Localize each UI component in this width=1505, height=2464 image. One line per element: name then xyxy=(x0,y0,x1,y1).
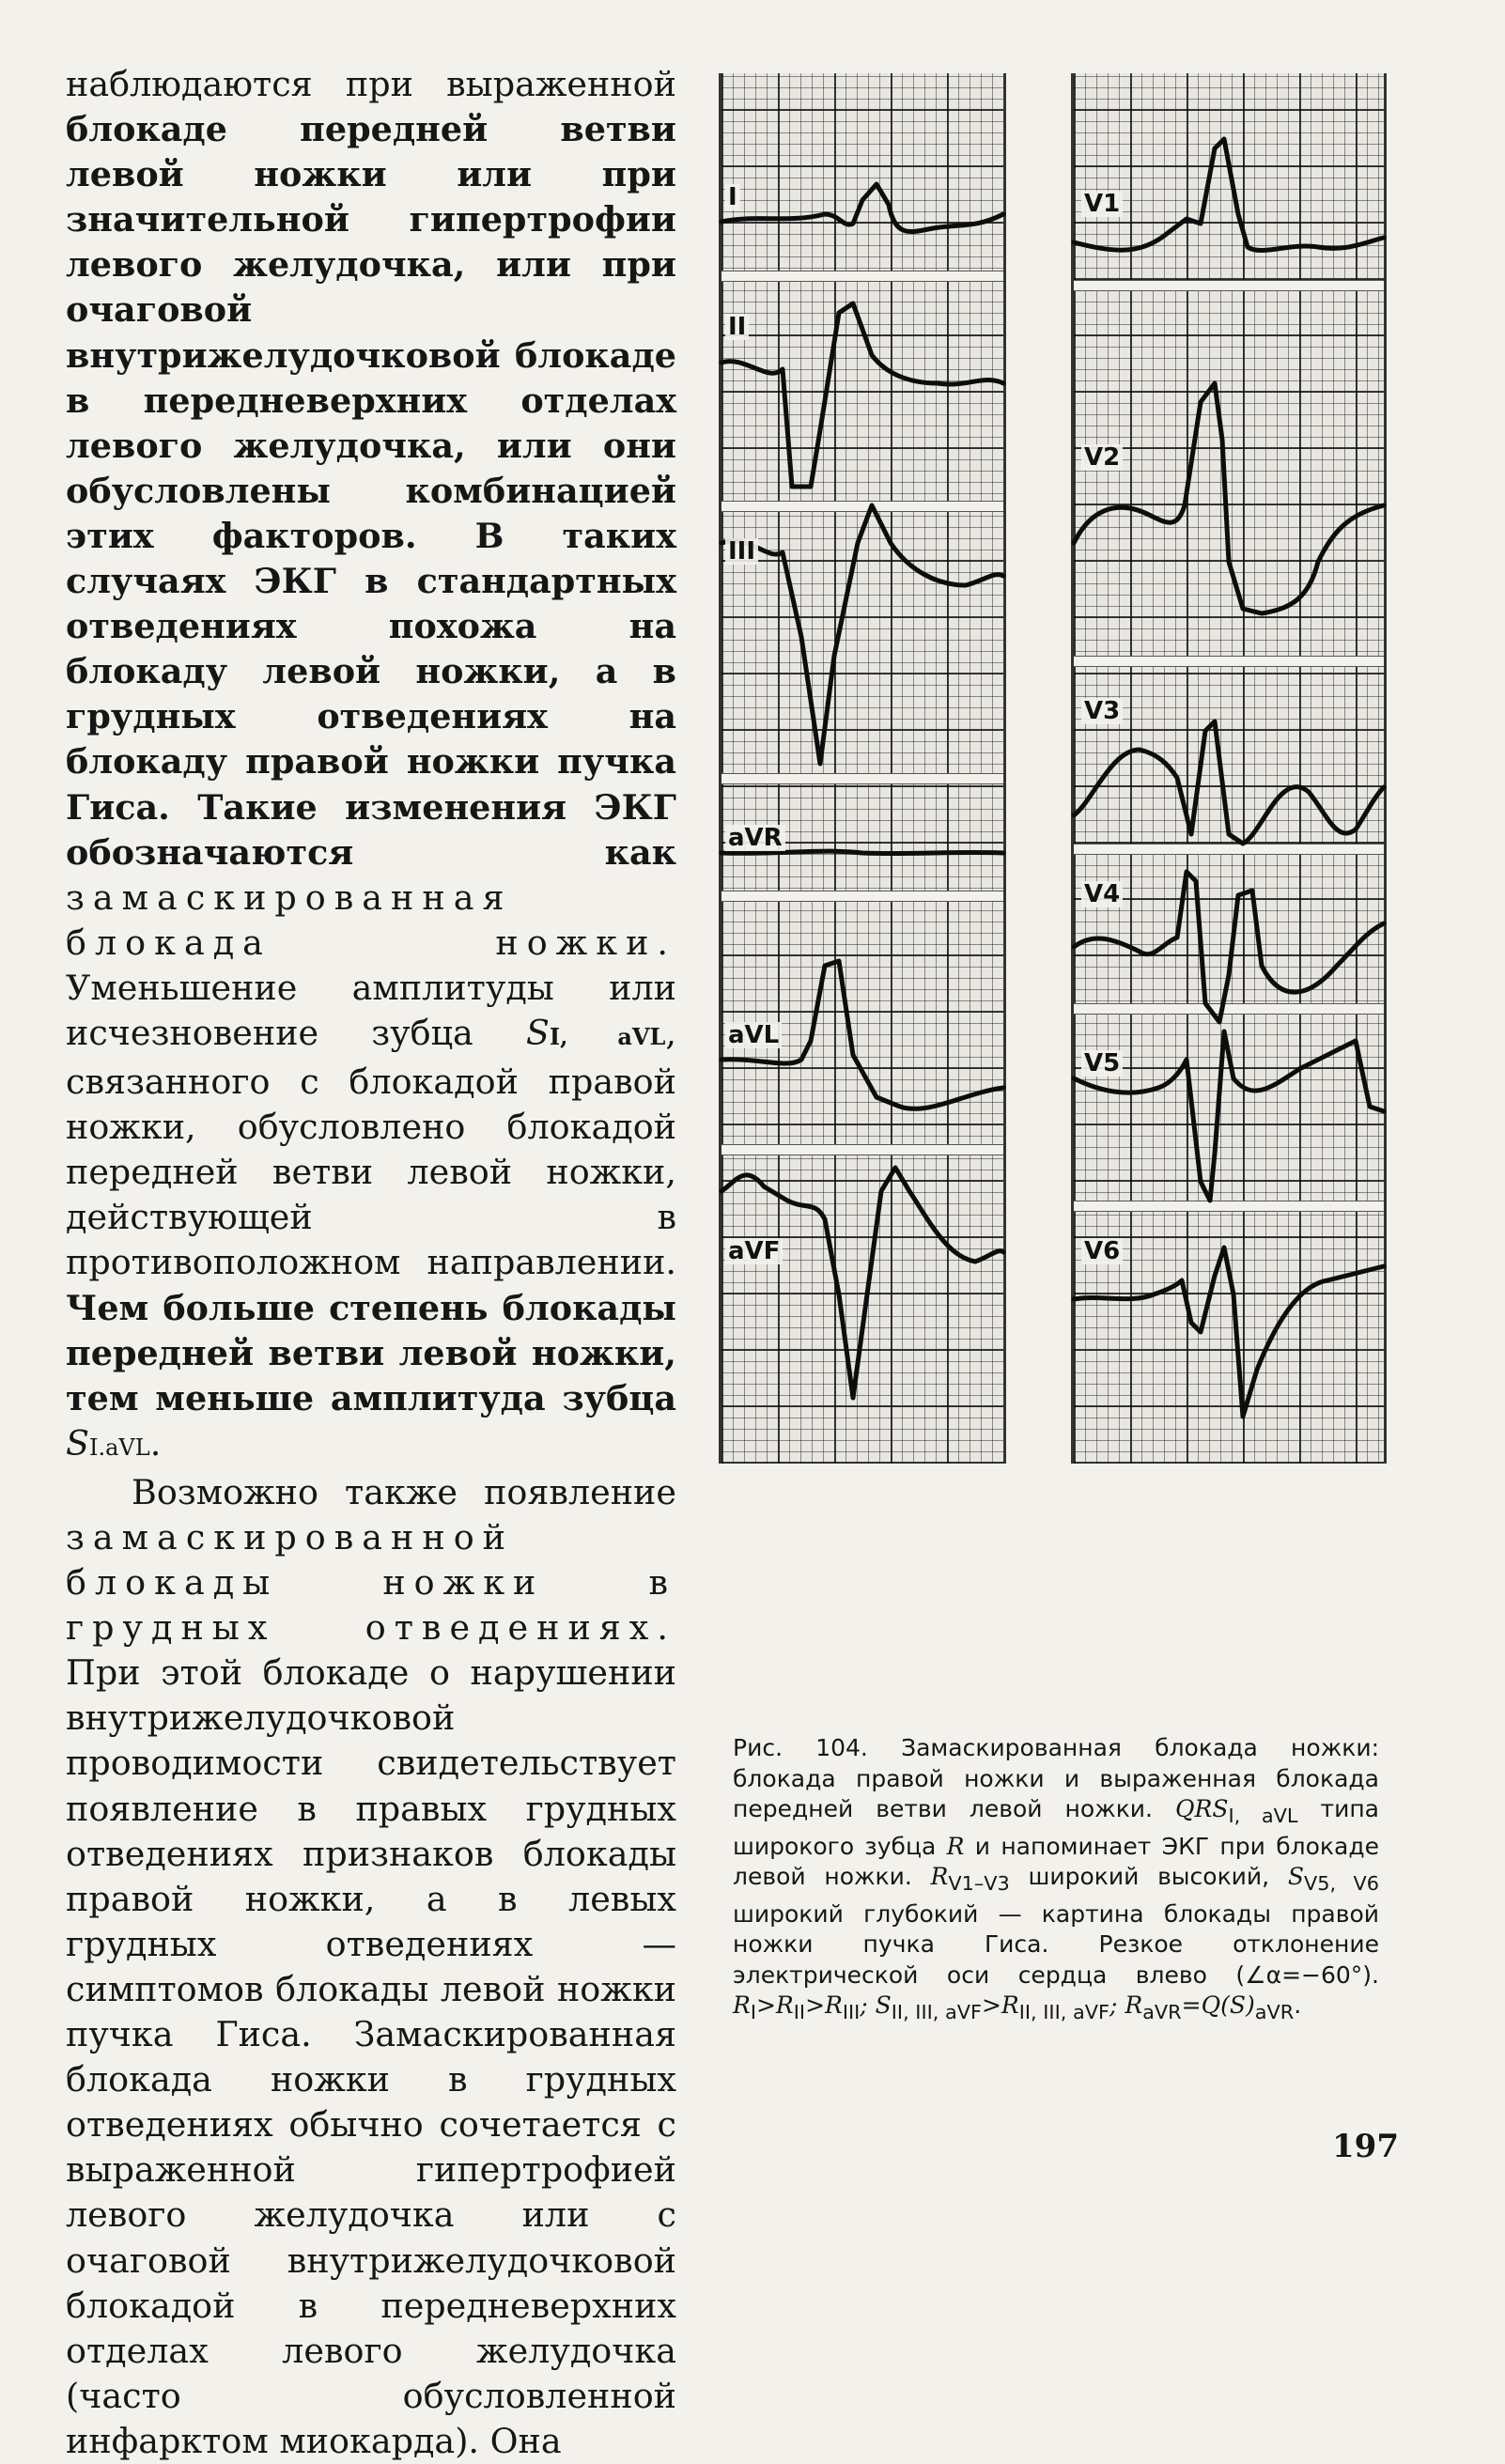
lead-label-V6: V6 xyxy=(1081,1238,1123,1264)
paragraph-2 xyxy=(66,1470,676,2464)
ecg-trace-III xyxy=(721,505,1003,764)
caption-subscript: aVR xyxy=(1142,2001,1182,2023)
caption-subscript: II, III, aVF xyxy=(1018,2001,1109,2023)
text-run: При этой блокаде о нарушении внутрижелудочковой проводимости свидетельствует появление в правых грудных отведениях признаков блокады правой ножки, а в левых грудных отведениях — симптомов блокады левой ножки пучка Гиса. Замаскированная блокада ножки в грудных отведениях обычно сочетается с выраженной гипертрофией левого желудочка или с очаговой внутрижелудочковой блокадой в передневерхних отделах левого желудочка (часто обусловленной инфарктом миокарда). Она xyxy=(66,1652,676,2461)
lead-label-III: III xyxy=(725,538,758,565)
wave-symbol: S xyxy=(66,1422,90,1464)
lead-label-aVF: aVF xyxy=(725,1238,783,1264)
caption-symbol: S xyxy=(1287,1863,1304,1890)
caption-symbol: R xyxy=(930,1863,949,1890)
caption-symbol: QRS xyxy=(1175,1795,1229,1822)
caption-text: типа широкого зубца xyxy=(733,1795,1379,1860)
lead-label-V3: V3 xyxy=(1081,698,1123,724)
text-run: наблюдаются при выраженной xyxy=(66,64,676,104)
caption-text: Рис. 104. Замаскированная блокада ножки: блокада правой ножки и выраженная блокада передней ветви левой ножки. xyxy=(733,1734,1379,1822)
lead-label-aVR: aVR xyxy=(725,825,785,851)
caption-symbol: >R xyxy=(805,1991,843,2019)
text-run: . xyxy=(149,1422,162,1464)
text-run: Уменьшение амплитуды или исчезновение зубца xyxy=(66,967,676,1053)
lead-label-aVL: aVL xyxy=(725,1022,782,1048)
lead-label-V5: V5 xyxy=(1081,1050,1123,1077)
lead-label-V1: V1 xyxy=(1081,191,1123,217)
caption-symbol: >R xyxy=(981,1991,1019,2019)
caption-subscript: III xyxy=(842,2001,861,2023)
ecg-trace-II xyxy=(721,303,1003,487)
ecg-trace-V3 xyxy=(1074,721,1384,844)
spaced-term: замаскированной блокады ножки в грудных отведениях. xyxy=(66,1517,676,1649)
bold-text-run: блокаде передней ветви левой ножки или при значительной гипертрофии левого желудочка, или при очаговой внутрижелудочковой блокаде в передневерхних отделах левого xyxy=(66,109,676,466)
caption-subscript: V1–V3 xyxy=(948,1872,1010,1895)
wave-subscript: I, aVL xyxy=(549,1022,666,1050)
ecg-trace-aVF xyxy=(721,1168,1003,1398)
page-number: 197 xyxy=(1332,2128,1399,2165)
ecg-strip-limb-leads xyxy=(719,73,1006,1464)
caption-subscript: II, III, aVF xyxy=(891,2001,982,2023)
wave-subscript: I.aVL xyxy=(89,1433,150,1461)
caption-symbol: >R xyxy=(755,1991,794,2019)
caption-subscript: V5, V6 xyxy=(1303,1872,1379,1895)
caption-symbol: R xyxy=(733,1991,751,2019)
text-run: Возможно также появление xyxy=(132,1471,676,1512)
ecg-trace-I xyxy=(721,184,1003,232)
caption-subscript: I, aVL xyxy=(1228,1805,1298,1827)
wave-symbol: S xyxy=(525,1012,550,1053)
caption-text: широкий глубокий — картина блокады правой ножки пучка Гиса. Резкое отклонение электрической оси сердца влево (∠α=−60°). xyxy=(733,1899,1379,1989)
caption-text: и напоминает ЭКГ при блокаде левой ножки. xyxy=(733,1832,1379,1890)
lead-label-I: I xyxy=(725,184,740,210)
lead-label-V2: V2 xyxy=(1081,444,1123,471)
spaced-term: замаскированная блокада ножки. xyxy=(66,876,676,963)
caption-subscript: II xyxy=(793,2001,806,2023)
lead-label-II: II xyxy=(725,314,749,340)
ecg-trace-V2 xyxy=(1074,383,1384,613)
ecg-trace-V6 xyxy=(1074,1247,1384,1417)
caption-symbol: R xyxy=(946,1832,965,1860)
caption-subscript: I xyxy=(750,2001,756,2023)
caption-symbol: ; R xyxy=(1109,1991,1143,2019)
ecg-strip-chest-leads xyxy=(1071,73,1387,1464)
lead-label-V4: V4 xyxy=(1081,881,1123,907)
body-text-column xyxy=(66,62,676,2464)
bold-text-run: Чем больше степень блокады передней ветви левой ножки, тем меньше амплитуда зубца xyxy=(66,1287,676,1418)
bold-text-run: желудочка, или они обусловлены комбинацией этих факторов. В таких случаях ЭКГ в стандартных отведениях похожа на блокаду левой ножки, а в грудных отведениях на блокаду правой ножки пучка Гиса. Такие изменения ЭКГ обозначаются как xyxy=(66,425,676,873)
caption-text: . xyxy=(1294,1991,1302,2019)
text-run: , связанного с блокадой правой ножки, обусловлено блокадой передней ветви левой ножки, действующей в противоположном направлении. xyxy=(66,1012,677,1283)
figure-caption xyxy=(733,1733,1379,2028)
caption-symbol: =Q(S) xyxy=(1181,1991,1255,2019)
paragraph-1 xyxy=(66,62,676,1470)
caption-subscript: aVR xyxy=(1254,2001,1295,2023)
caption-symbol: ; S xyxy=(860,1991,892,2019)
caption-text: широкий высокий, xyxy=(1009,1863,1288,1890)
